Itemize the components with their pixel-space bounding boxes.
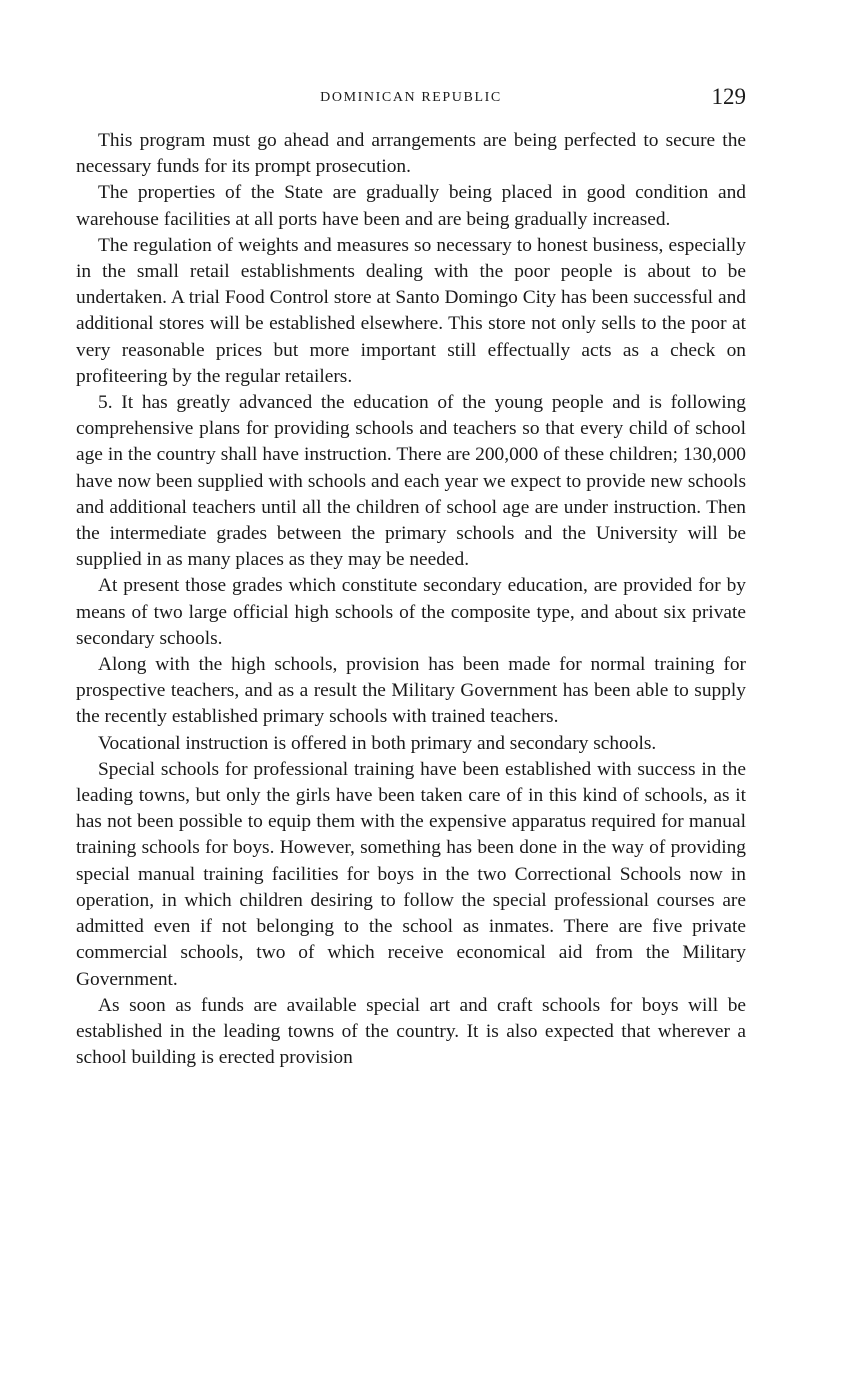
paragraph-weights-measures: The regulation of weights and measures so necessary to honest business, especially in the small retail establishments dealing with the poor people is about to be undertaken. A trial Food Control store at Santo Domingo City has been successful and additional stores will be established elsewhere. This store not only sells to the poor at very reasonable prices but more important still effectually acts as a check on profiteering by the regular retailers. (76, 234, 746, 387)
paragraph-program: This program must go ahead and arrangements are being perfected to secure the necessary funds for its prompt prosecution. (76, 130, 746, 178)
body-text (76, 128, 746, 1071)
paragraph-normal-training: Along with the high schools, provision has been made for normal training for prospective teachers, and as a result the Military Government has been able to supply the recently established primary schools with trained teachers. (76, 654, 746, 728)
document-page (76, 84, 746, 1071)
running-head (76, 84, 746, 114)
paragraph-education: 5. It has greatly advanced the education of the young people and is following comprehensive plans for providing schools and teachers so that every child of school age in the country shall have instruction. There are 200,000 of these children; 130,000 have now been supplied with schools and each year we expect to provide new schools and additional teachers until all the children of school age are under instruction. Then the intermediate grades between the primary schools and the University will be supplied in as many places as they may be needed. (76, 392, 746, 571)
paragraph-vocational: Vocational instruction is offered in both primary and secondary schools. (98, 732, 657, 754)
running-title: DOMINICAN REPUBLIC (320, 90, 502, 105)
paragraph-special-schools: Special schools for professional training have been established with success in the leading towns, but only the girls have been taken care of in this kind of schools, as it has not been possible to equip them with the expensive apparatus required for manual training schools for boys. However, something has been done in the way of providing special manual training facilities for boys in the two Correctional Schools now in operation, in which children desiring to follow the special professional courses are admitted even if not belonging to the school as inmates. There are five private commercial schools, two of which receive economical aid from the Military Government. (76, 758, 746, 990)
paragraph-art-craft-schools: As soon as funds are available special art and craft schools for boys will be established in the leading towns of the country. It is also expected that wherever a school building is erected provision (76, 994, 746, 1069)
paragraph-state-properties: The properties of the State are gradually being placed in good condition and warehouse facilities at all ports have been and are being gradually increased. (76, 182, 746, 230)
page-number: 129 (711, 84, 746, 109)
paragraph-secondary-education: At present those grades which constitute secondary education, are provided for by means of two large official high schools of the composite type, and about six private secondary schools. (76, 575, 746, 649)
